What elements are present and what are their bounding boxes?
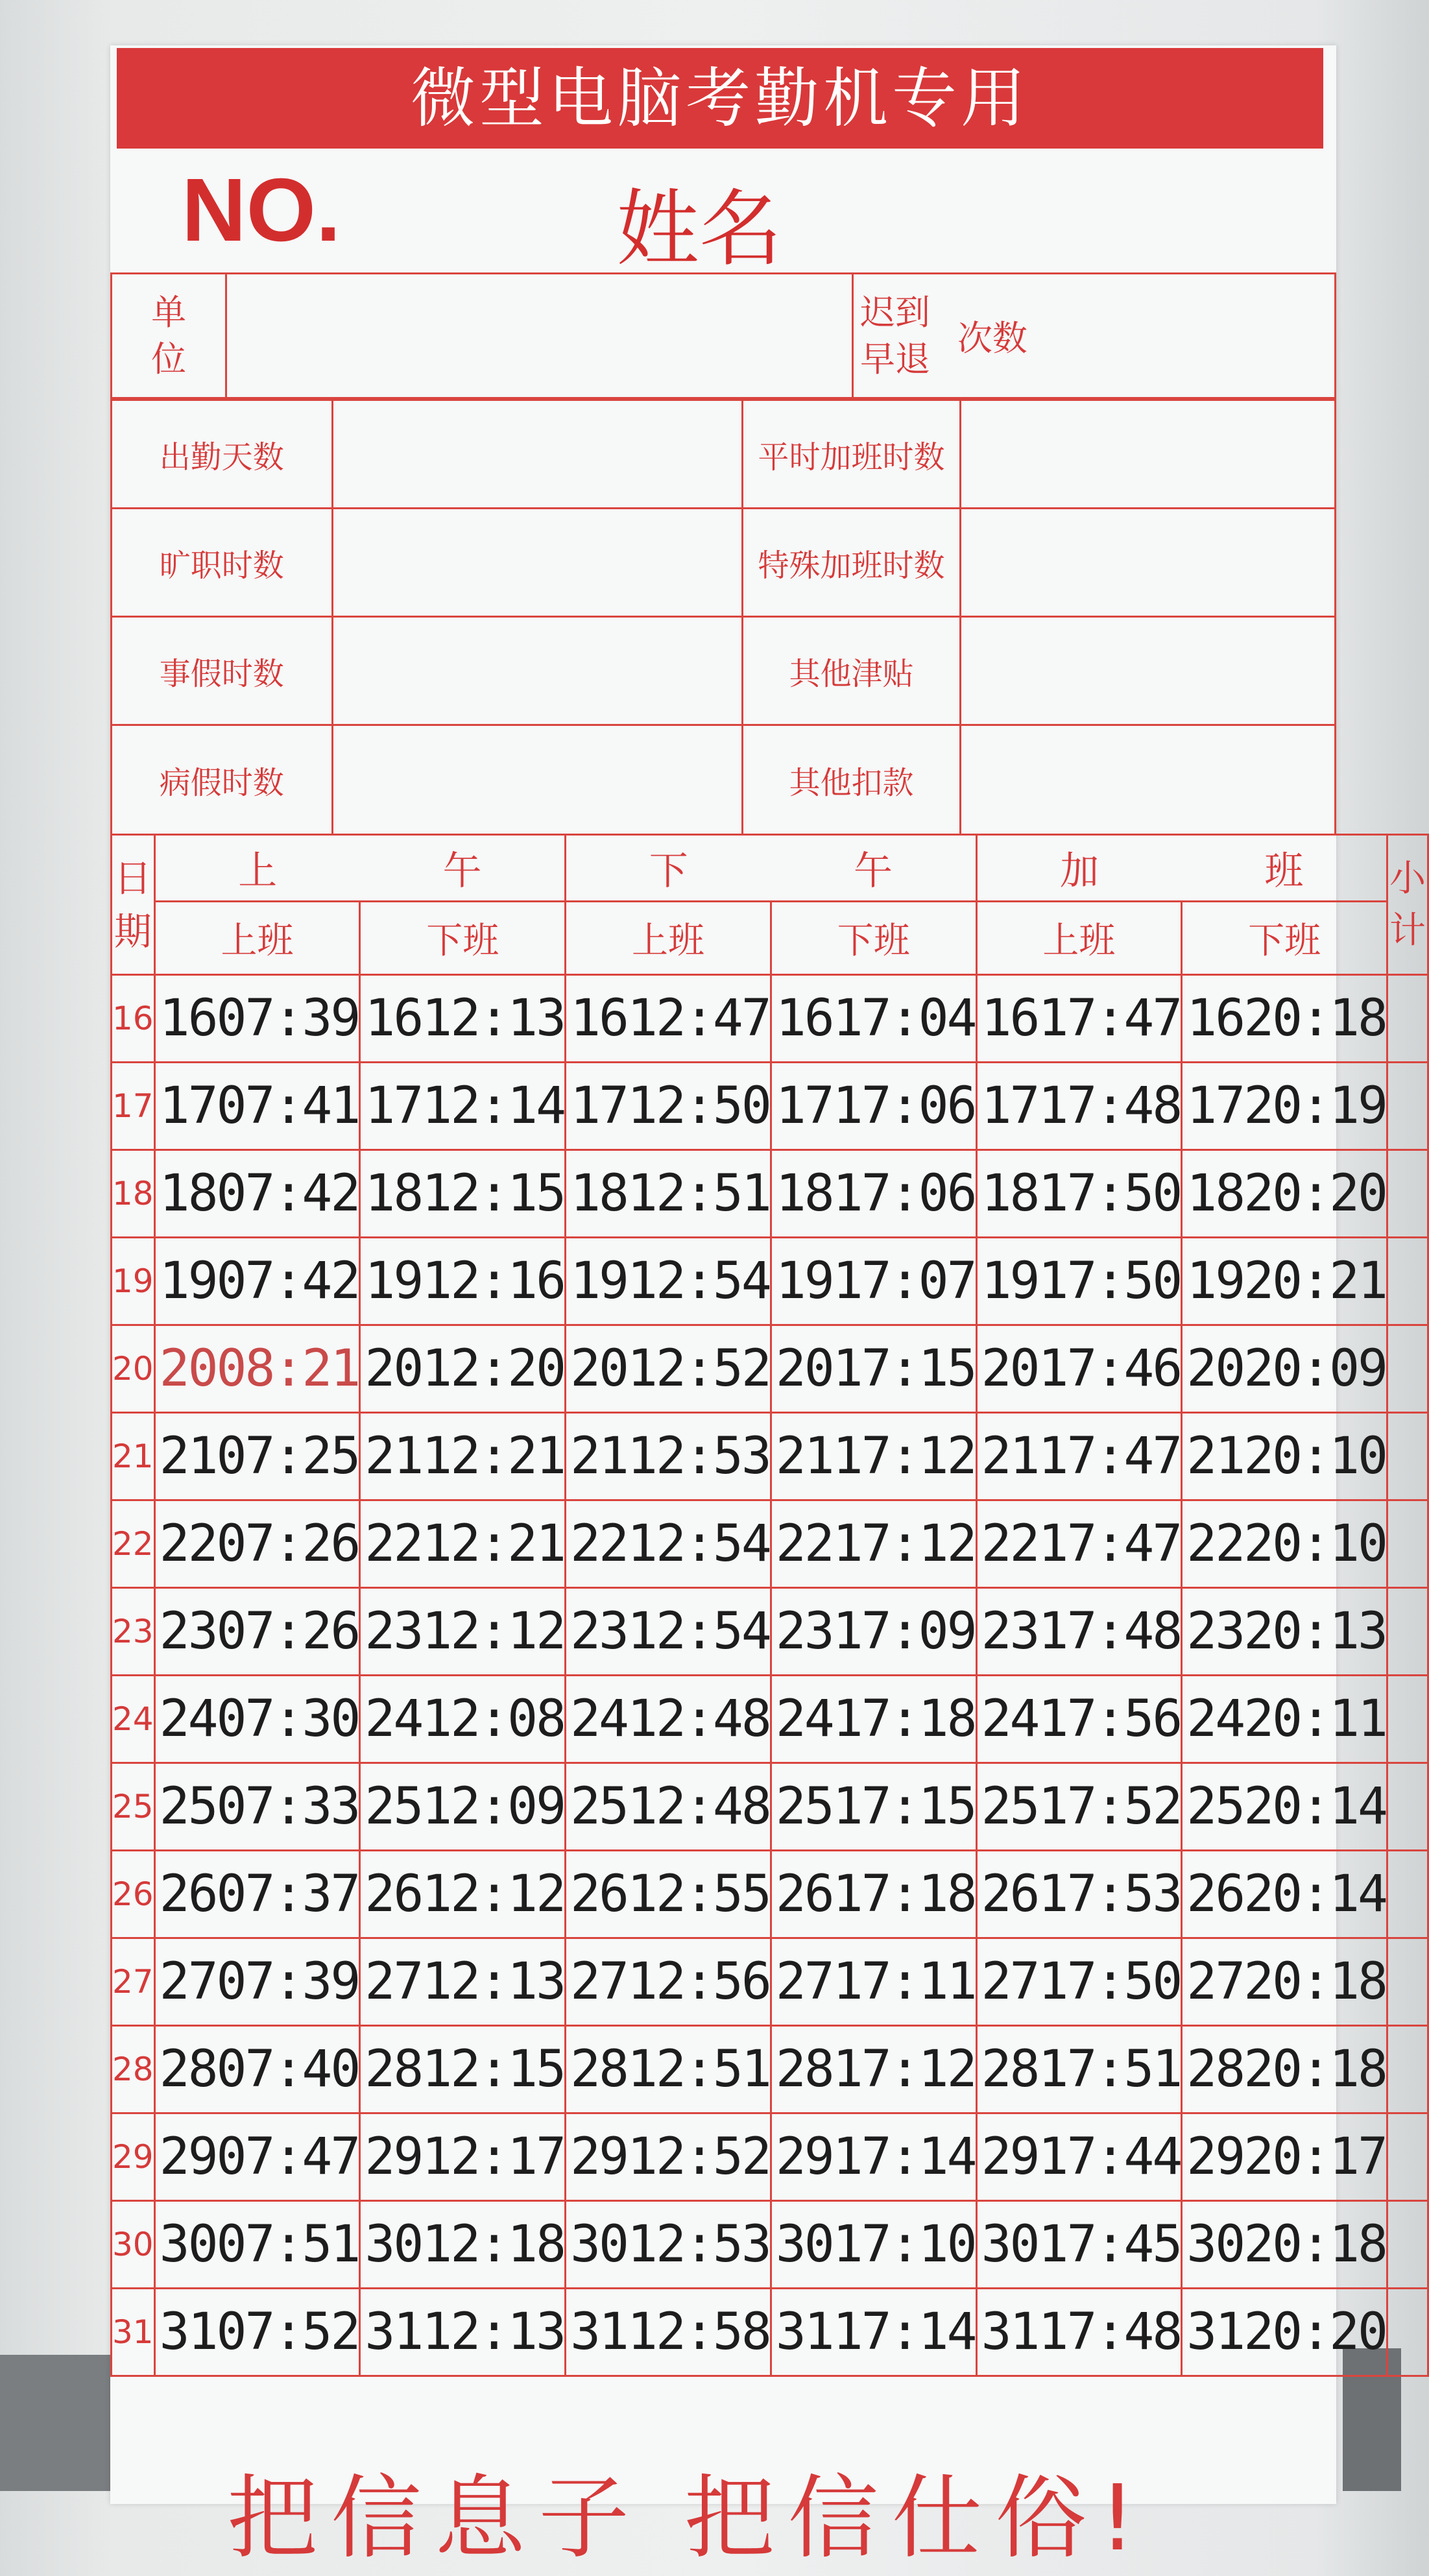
day-cell: 28 [112,2026,155,2113]
table-row [112,1063,1428,1150]
subtotal-cell [1387,1938,1428,2026]
time-stamp: 2417:56 [976,1676,1182,1763]
time-stamp: 2112:53 [566,1413,771,1500]
time-stamp: 1812:15 [360,1150,566,1238]
time-stamp: 2320:13 [1182,1588,1387,1676]
time-stamp: 2812:15 [360,2026,566,2113]
time-stamp: 2617:53 [976,1851,1182,1938]
summary-left-label: 旷职时数 [112,509,333,617]
time-stamp: 1712:14 [360,1063,566,1150]
time-stamp: 2812:51 [566,2026,771,2113]
subtotal-cell [1387,975,1428,1063]
on-duty-header: 上班 [976,902,1182,975]
unit-label: 单位 [112,274,226,398]
table-row [112,1763,1428,1851]
time-stamp: 2017:46 [976,1325,1182,1413]
time-stamp: 2817:51 [976,2026,1182,2113]
time-stamp: 2220:10 [1182,1500,1387,1588]
time-stamp: 2917:14 [771,2113,976,2201]
time-stamp: 3017:45 [976,2201,1182,2289]
day-cell: 23 [112,1588,155,1676]
table-row [112,1938,1428,2026]
summary-right-value[interactable] [960,725,1335,835]
time-stamp: 2912:17 [360,2113,566,2201]
time-stamp: 2512:48 [566,1763,771,1851]
time-stamp: 2117:47 [976,1413,1182,1500]
summary-left-value[interactable] [332,509,743,617]
time-stamp: 2517:15 [771,1763,976,1851]
subtotal-cell [1387,1588,1428,1676]
time-stamp: 3112:58 [566,2289,771,2376]
time-stamp: 2420:11 [1182,1676,1387,1763]
time-stamp: 2217:47 [976,1500,1182,1588]
day-cell: 17 [112,1063,155,1150]
off-duty-header: 下班 [771,902,976,975]
time-stamp: 2617:18 [771,1851,976,1938]
time-stamp: 3112:13 [360,2289,566,2376]
summary-row [112,725,1336,835]
table-row [112,1588,1428,1676]
time-stamp: 1607:39 [154,975,360,1063]
grid-header-row [112,835,1428,902]
time-stamp: 2412:48 [566,1676,771,1763]
on-duty-header: 上班 [154,902,360,975]
unit-value[interactable] [226,274,853,398]
subtotal-cell [1387,1676,1428,1763]
summary-row [112,400,1336,509]
time-stamp: 3017:10 [771,2201,976,2289]
time-stamp: 2607:37 [154,1851,360,1938]
time-stamp: 1617:04 [771,975,976,1063]
time-stamp: 1612:47 [566,975,771,1063]
day-cell: 22 [112,1500,155,1588]
time-stamp: 2312:12 [360,1588,566,1676]
summary-right-label: 其他扣款 [743,725,961,835]
day-cell: 25 [112,1763,155,1851]
summary-left-label: 出勤天数 [112,400,333,509]
time-stamp: 2707:39 [154,1938,360,2026]
summary-right-label: 其他津贴 [743,617,961,725]
background-shadow-left [0,2355,110,2491]
time-stamp: 1812:51 [566,1150,771,1238]
time-stamp: 2720:18 [1182,1938,1387,2026]
attendance-card [110,45,1426,2571]
time-stamp: 1920:21 [1182,1238,1387,1325]
time-stamp: 2217:12 [771,1500,976,1588]
grid-subheader-row [112,902,1428,975]
subtotal-cell [1387,2026,1428,2113]
time-stamp: 2207:26 [154,1500,360,1588]
summary-row [112,617,1336,725]
time-stamp: 2807:40 [154,2026,360,2113]
time-stamp: 2620:14 [1182,1851,1387,1938]
summary-left-label: 事假时数 [112,617,333,725]
time-stamp: 2717:11 [771,1938,976,2026]
time-stamp: 1807:42 [154,1150,360,1238]
time-stamp: 1817:50 [976,1150,1182,1238]
subtotal-cell [1387,2113,1428,2201]
subtotal-cell [1387,1763,1428,1851]
late-early-label: 迟到早退 [859,291,930,379]
time-stamp: 1720:19 [1182,1063,1387,1150]
time-stamp: 2612:55 [566,1851,771,1938]
time-stamp: 1620:18 [1182,975,1387,1063]
time-stamp: 2417:18 [771,1676,976,1763]
time-stamp: 3117:14 [771,2289,976,2376]
day-cell: 27 [112,1938,155,2026]
day-cell: 19 [112,1238,155,1325]
summary-left-value[interactable] [332,400,743,509]
time-stamp: 2712:13 [360,1938,566,2026]
time-stamp: 2517:52 [976,1763,1182,1851]
time-stamp: 3020:18 [1182,2201,1387,2289]
table-row [112,1851,1428,1938]
time-stamp: 1817:06 [771,1150,976,1238]
time-stamp: 2917:44 [976,2113,1182,2201]
time-stamp: 2407:30 [154,1676,360,1763]
time-stamp: 2017:15 [771,1325,976,1413]
summary-left-label: 病假时数 [112,725,333,835]
day-cell: 18 [112,1150,155,1238]
subtotal-cell [1387,1150,1428,1238]
time-stamp: 2120:10 [1182,1413,1387,1500]
time-stamp: 2317:09 [771,1588,976,1676]
summary-right-value[interactable] [960,509,1335,617]
time-stamp: 2820:18 [1182,2026,1387,2113]
time-stamp: 3117:48 [976,2289,1182,2376]
late-time-stamp: 2008:21 [154,1325,360,1413]
time-stamp: 2212:54 [566,1500,771,1588]
time-stamp: 2712:56 [566,1938,771,2026]
time-stamp: 1912:16 [360,1238,566,1325]
time-stamp: 1907:42 [154,1238,360,1325]
unit-row [110,272,1336,399]
time-stamp: 2212:21 [360,1500,566,1588]
time-stamp: 1617:47 [976,975,1182,1063]
card-name-label: 姓名 [616,181,783,278]
subtotal-cell [1387,1325,1428,1413]
time-stamp: 2312:54 [566,1588,771,1676]
summary-row [112,509,1336,617]
time-stamp: 1917:50 [976,1238,1182,1325]
time-stamp: 2920:17 [1182,2113,1387,2201]
time-stamp: 2512:09 [360,1763,566,1851]
time-stamp: 2317:48 [976,1588,1182,1676]
summary-left-value[interactable] [332,617,743,725]
subtotal-cell [1387,1851,1428,1938]
summary-right-label: 特殊加班时数 [743,509,961,617]
table-row [112,1325,1428,1413]
time-stamp: 2020:09 [1182,1325,1387,1413]
subtotal-cell [1387,1238,1428,1325]
day-cell: 20 [112,1325,155,1413]
card-title: 微型电脑考勤机专用 [117,48,1323,149]
time-stamp: 2912:52 [566,2113,771,2201]
table-row [112,1238,1428,1325]
subtotal-cell [1387,2289,1428,2376]
time-stamp: 1917:07 [771,1238,976,1325]
time-stamp: 2907:47 [154,2113,360,2201]
table-row [112,1676,1428,1763]
subtotal-cell [1387,1413,1428,1500]
table-row [112,1500,1428,1588]
time-stamp: 2117:12 [771,1413,976,1500]
off-duty-header: 下班 [1182,902,1387,975]
times-label: 次数 [957,318,1027,359]
card-number-label: NO. [182,160,341,260]
day-cell: 29 [112,2113,155,2201]
summary-left-value[interactable] [332,725,743,835]
day-cell: 21 [112,1413,155,1500]
summary-right-label: 平时加班时数 [743,400,961,509]
on-duty-header: 上班 [566,902,771,975]
table-row [112,1150,1428,1238]
time-stamp: 1820:20 [1182,1150,1387,1238]
summary-right-value[interactable] [960,617,1335,725]
table-row [112,2201,1428,2289]
time-stamp: 1612:13 [360,975,566,1063]
table-row [112,975,1428,1063]
subtotal-cell [1387,2201,1428,2289]
time-stamp: 1712:50 [566,1063,771,1150]
off-duty-header: 下班 [360,902,566,975]
day-cell: 24 [112,1676,155,1763]
time-stamp: 3012:18 [360,2201,566,2289]
time-stamp: 2112:21 [360,1413,566,1500]
summary-table [110,399,1336,836]
time-stamp: 3012:53 [566,2201,771,2289]
table-row [112,1413,1428,1500]
time-stamp: 1707:41 [154,1063,360,1150]
time-stamp: 2817:12 [771,2026,976,2113]
overtime-header: 加 班 [976,835,1387,902]
attendance-grid [110,834,1429,2377]
time-stamp: 2107:25 [154,1413,360,1500]
date-header: 日期 [112,835,155,975]
time-stamp: 1912:54 [566,1238,771,1325]
time-stamp: 2012:20 [360,1325,566,1413]
table-row [112,2113,1428,2201]
time-stamp: 2307:26 [154,1588,360,1676]
time-stamp: 1717:48 [976,1063,1182,1150]
morning-header: 上 午 [154,835,565,902]
late-early-cell[interactable] [852,274,1335,398]
day-cell: 16 [112,975,155,1063]
time-stamp: 2612:12 [360,1851,566,1938]
table-row [112,2026,1428,2113]
footer-slogan: 把信息子 把信仕俗! [227,2466,1149,2571]
time-stamp: 3007:51 [154,2201,360,2289]
day-cell: 30 [112,2201,155,2289]
time-stamp: 3120:20 [1182,2289,1387,2376]
subtotal-cell [1387,1500,1428,1588]
time-stamp: 2717:50 [976,1938,1182,2026]
time-stamp: 2012:52 [566,1325,771,1413]
afternoon-header: 下 午 [566,835,976,902]
day-cell: 31 [112,2289,155,2376]
time-stamp: 1717:06 [771,1063,976,1150]
summary-right-value[interactable] [960,400,1335,509]
day-cell: 26 [112,1851,155,1938]
time-stamp: 3107:52 [154,2289,360,2376]
subtotal-cell [1387,1063,1428,1150]
time-stamp: 2412:08 [360,1676,566,1763]
subtotal-header: 小计 [1387,835,1428,975]
time-stamp: 2520:14 [1182,1763,1387,1851]
table-row [112,2289,1428,2376]
time-stamp: 2507:33 [154,1763,360,1851]
